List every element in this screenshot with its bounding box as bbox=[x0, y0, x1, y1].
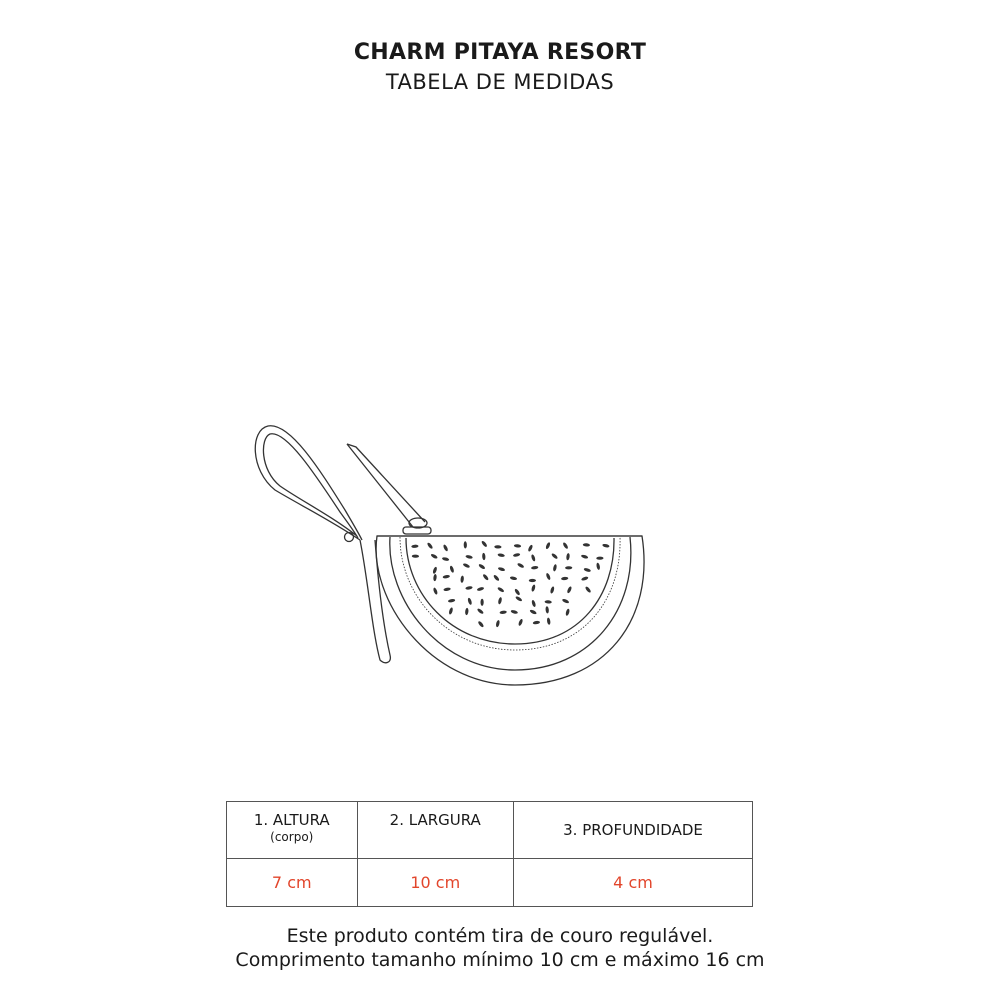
seed bbox=[533, 621, 541, 625]
seed bbox=[433, 587, 439, 595]
seed bbox=[566, 553, 570, 561]
seed bbox=[561, 577, 568, 581]
value-profundidade: 4 cm bbox=[514, 859, 753, 907]
seed bbox=[443, 544, 449, 552]
seed bbox=[480, 599, 483, 606]
seed bbox=[498, 567, 506, 572]
seed bbox=[460, 575, 464, 582]
seed bbox=[481, 540, 488, 548]
seed bbox=[449, 565, 454, 573]
seed bbox=[514, 588, 521, 596]
seed bbox=[565, 608, 570, 616]
seed bbox=[495, 620, 500, 628]
seed bbox=[499, 610, 507, 614]
seed bbox=[583, 543, 590, 547]
seed bbox=[531, 554, 536, 562]
value-largura: 10 cm bbox=[357, 859, 513, 907]
seed bbox=[442, 557, 450, 562]
seed bbox=[531, 584, 536, 592]
header-altura bbox=[227, 802, 358, 859]
seed bbox=[411, 544, 418, 548]
footer-note-line2: Comprimento tamanho mínimo 10 cm e máximo 16 cm bbox=[235, 949, 765, 971]
header-label: 1. ALTURA bbox=[253, 811, 330, 829]
seed bbox=[581, 554, 589, 559]
seed bbox=[583, 567, 591, 572]
seed bbox=[464, 541, 467, 548]
seed bbox=[596, 556, 603, 559]
seed bbox=[565, 566, 572, 569]
seed bbox=[514, 544, 521, 548]
seed bbox=[550, 586, 555, 594]
seed bbox=[553, 564, 558, 572]
header-sublabel: (corpo) bbox=[270, 830, 314, 844]
seed bbox=[515, 596, 523, 603]
seed bbox=[443, 587, 451, 591]
seed bbox=[433, 574, 437, 581]
seed bbox=[497, 586, 505, 593]
seed bbox=[493, 574, 500, 581]
seed bbox=[545, 606, 549, 613]
seed bbox=[497, 553, 505, 558]
seed bbox=[448, 607, 453, 615]
seed bbox=[527, 544, 533, 552]
seed bbox=[510, 576, 518, 581]
header-label: 3. PROFUNDIDADE bbox=[563, 821, 703, 839]
seed bbox=[562, 598, 570, 604]
seed bbox=[596, 562, 601, 570]
seed bbox=[465, 555, 473, 560]
seed bbox=[477, 586, 485, 591]
header-largura bbox=[357, 802, 513, 859]
seed bbox=[448, 599, 456, 603]
seed bbox=[551, 553, 559, 560]
header-label: 2. LARGURA bbox=[389, 811, 481, 829]
seed bbox=[432, 566, 437, 574]
seed bbox=[465, 586, 473, 590]
table-row bbox=[227, 859, 753, 907]
seed bbox=[482, 553, 486, 560]
seed bbox=[531, 566, 539, 570]
seed bbox=[529, 609, 537, 615]
seed bbox=[581, 576, 589, 581]
seed bbox=[442, 575, 450, 579]
seed bbox=[544, 600, 551, 604]
seed bbox=[465, 608, 469, 615]
seed bbox=[566, 586, 572, 594]
seed bbox=[412, 554, 419, 557]
footer-note-line1: Este produto contém tira de couro regulável. bbox=[286, 925, 714, 947]
seed bbox=[498, 597, 503, 605]
seed bbox=[531, 600, 536, 608]
seed bbox=[477, 608, 485, 615]
seed bbox=[482, 573, 489, 581]
page-subtitle: TABELA DE MEDIDAS bbox=[385, 70, 615, 94]
seeds bbox=[411, 540, 610, 628]
seed bbox=[545, 573, 551, 581]
table-header-row bbox=[227, 802, 753, 859]
seed bbox=[562, 542, 569, 550]
value-altura: 7 cm bbox=[227, 859, 358, 907]
strap-tail bbox=[347, 444, 431, 534]
seed bbox=[510, 609, 518, 614]
seed bbox=[426, 542, 433, 550]
seed bbox=[518, 618, 524, 626]
seed bbox=[602, 543, 610, 548]
seed bbox=[467, 597, 472, 605]
seed bbox=[430, 553, 438, 559]
seed bbox=[547, 617, 551, 625]
seed bbox=[517, 562, 525, 568]
seed bbox=[494, 545, 501, 548]
seed bbox=[478, 563, 486, 570]
seed bbox=[585, 586, 592, 594]
pitaya-body bbox=[376, 536, 644, 685]
strap-loop bbox=[255, 426, 390, 663]
header-profundidade bbox=[514, 802, 753, 859]
seed bbox=[513, 553, 521, 558]
seed bbox=[529, 579, 536, 582]
measurements-table bbox=[226, 801, 753, 907]
seed bbox=[477, 620, 484, 628]
seed bbox=[545, 542, 551, 550]
seed bbox=[462, 563, 470, 569]
page-title: CHARM PITAYA RESORT bbox=[353, 40, 647, 65]
